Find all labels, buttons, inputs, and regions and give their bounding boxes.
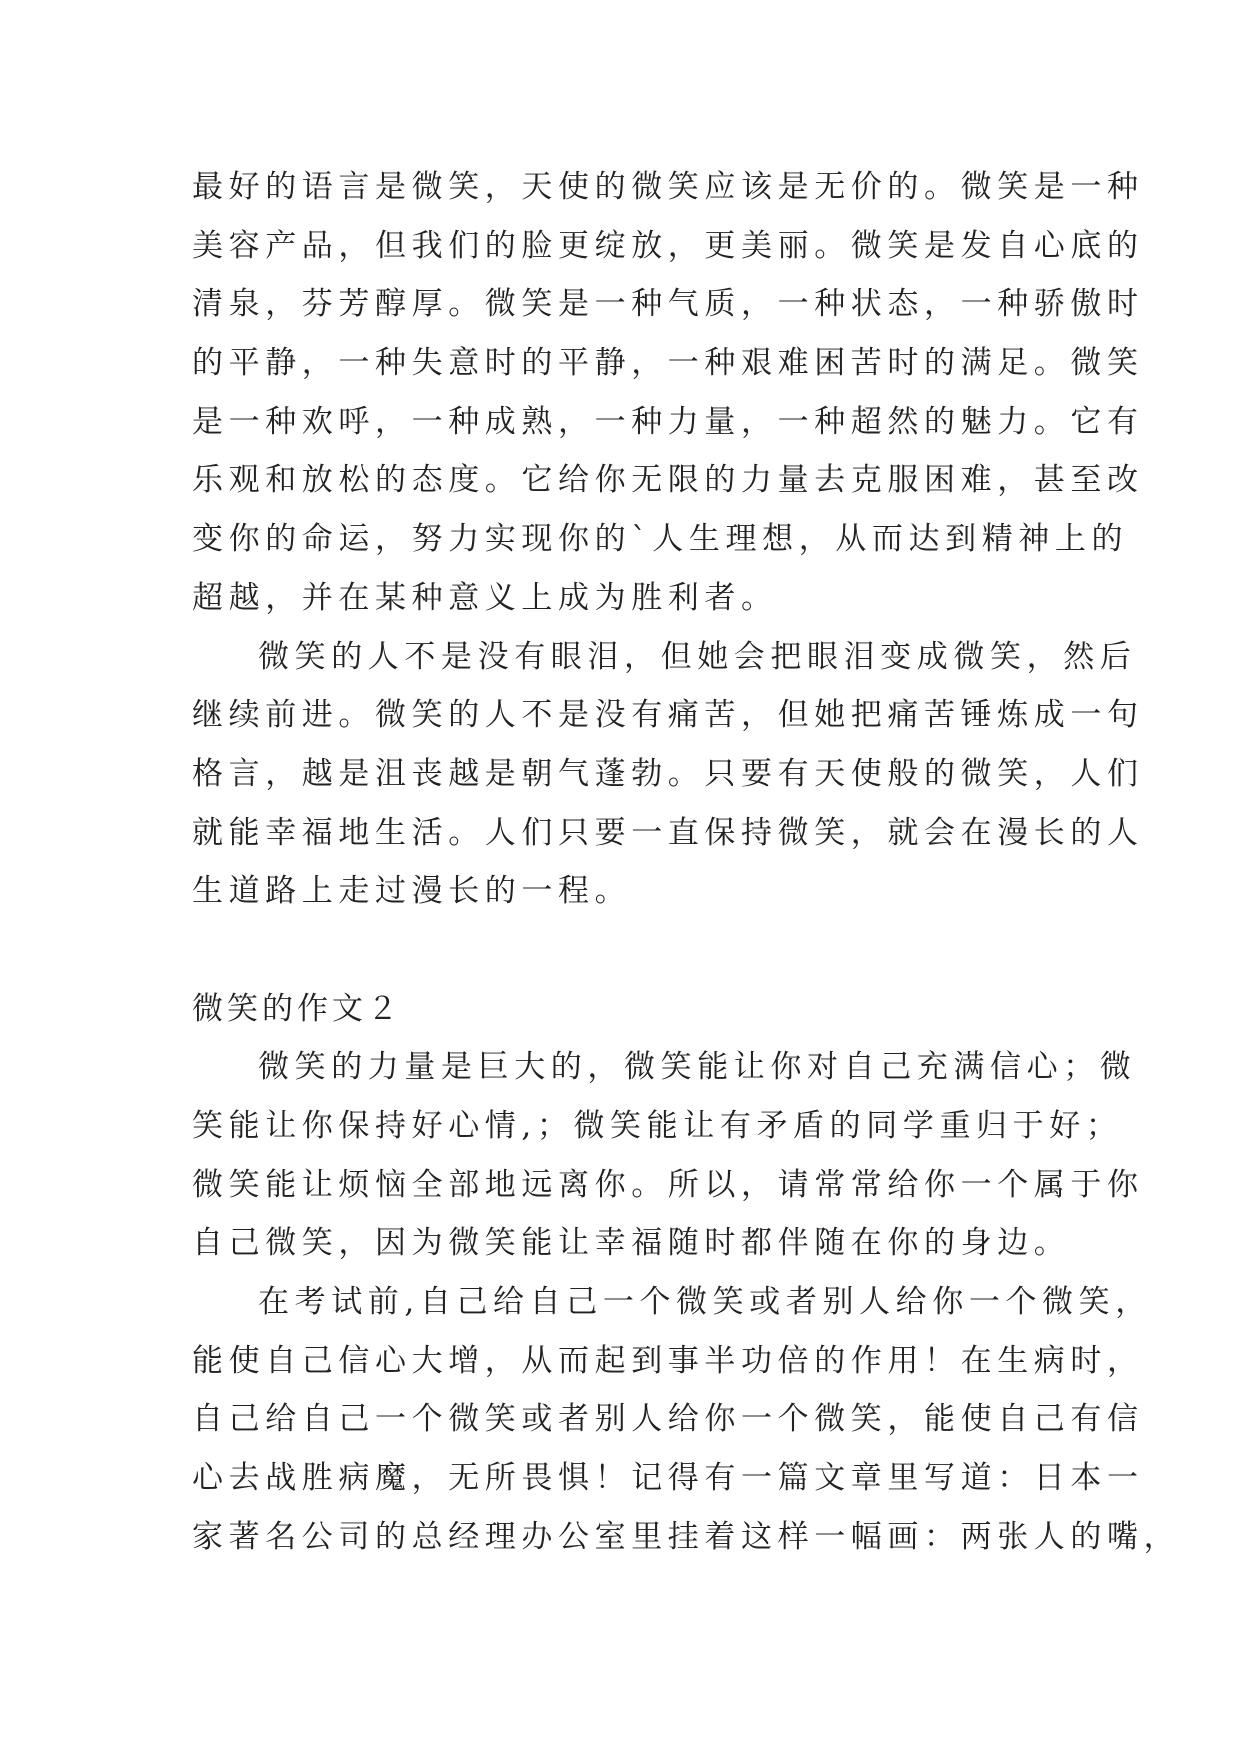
paragraph-2 (192, 628, 1144, 921)
text-line: 超越，并在某种意义上成为胜利者。 (192, 579, 778, 616)
paragraph-3 (192, 1038, 1144, 1273)
text-line: 笑能让你保持好心情,；微笑能让有矛盾的同学重归于好； (192, 1108, 1123, 1144)
text-line: 乐观和放松的态度。它给你无限的力量去克服困难，甚至改 (192, 462, 1144, 499)
text-line: 格言，越是沮丧越是朝气蓬勃。只要有天使般的微笑，人们 (192, 755, 1144, 792)
text-line: 继续前进。微笑的人不是没有痛苦，但她把痛苦锤炼成一句 (192, 697, 1144, 734)
paragraph-4 (192, 1273, 1181, 1566)
text-line: 微笑能让烦恼全部地远离你。所以，请常常给你一个属于你 (192, 1166, 1144, 1203)
paragraph-1 (192, 158, 1144, 628)
text-line: 在考试前,自己给自己一个微笑或者别人给你一个微笑， (258, 1284, 1152, 1321)
text-line: 清泉，芬芳醇厚。微笑是一种气质，一种状态，一种骄傲时 (192, 286, 1144, 323)
document-body (192, 158, 1181, 1567)
text-line: 生道路上走过漫长的一程。 (192, 873, 632, 910)
text-line: 就能幸福地生活。人们只要一直保持微笑，就会在漫长的人 (192, 814, 1144, 851)
text-line: 的平静，一种失意时的平静，一种艰难困苦时的满足。微笑 (192, 345, 1144, 382)
text-line: 变你的命运，努力实现你的`人生理想，从而达到精神上的 (192, 521, 1129, 558)
text-line: 最好的语言是微笑，天使的微笑应该是无价的。微笑是一种 (192, 169, 1144, 205)
text-line: 是一种欢呼，一种成熟，一种力量，一种超然的魅力。它有 (192, 403, 1144, 440)
text-line: 美容产品，但我们的脸更绽放，更美丽。微笑是发自心底的 (192, 227, 1144, 264)
text-line: 自己微笑，因为微笑能让幸福随时都伴随在你的身边。 (192, 1225, 1071, 1262)
text-line: 心去战胜病魔，无所畏惧！记得有一篇文章里写道：日本一 (192, 1460, 1144, 1497)
text-line: 能使自己信心大增，从而起到事半功倍的作用！在生病时， (192, 1342, 1144, 1379)
text-line: 微笑的人不是没有眼泪，但她会把眼泪变成微笑，然后 (258, 638, 1137, 675)
text-line: 自己给自己一个微笑或者别人给你一个微笑，能使自己有信 (192, 1401, 1144, 1438)
text-line: 微笑的力量是巨大的，微笑能让你对自己充满信心；微 (258, 1049, 1137, 1086)
section-title: 微笑的作文２ (192, 990, 402, 1027)
text-line: 家著名公司的总经理办公室里挂着这样一幅画：两张人的嘴， (192, 1518, 1181, 1555)
